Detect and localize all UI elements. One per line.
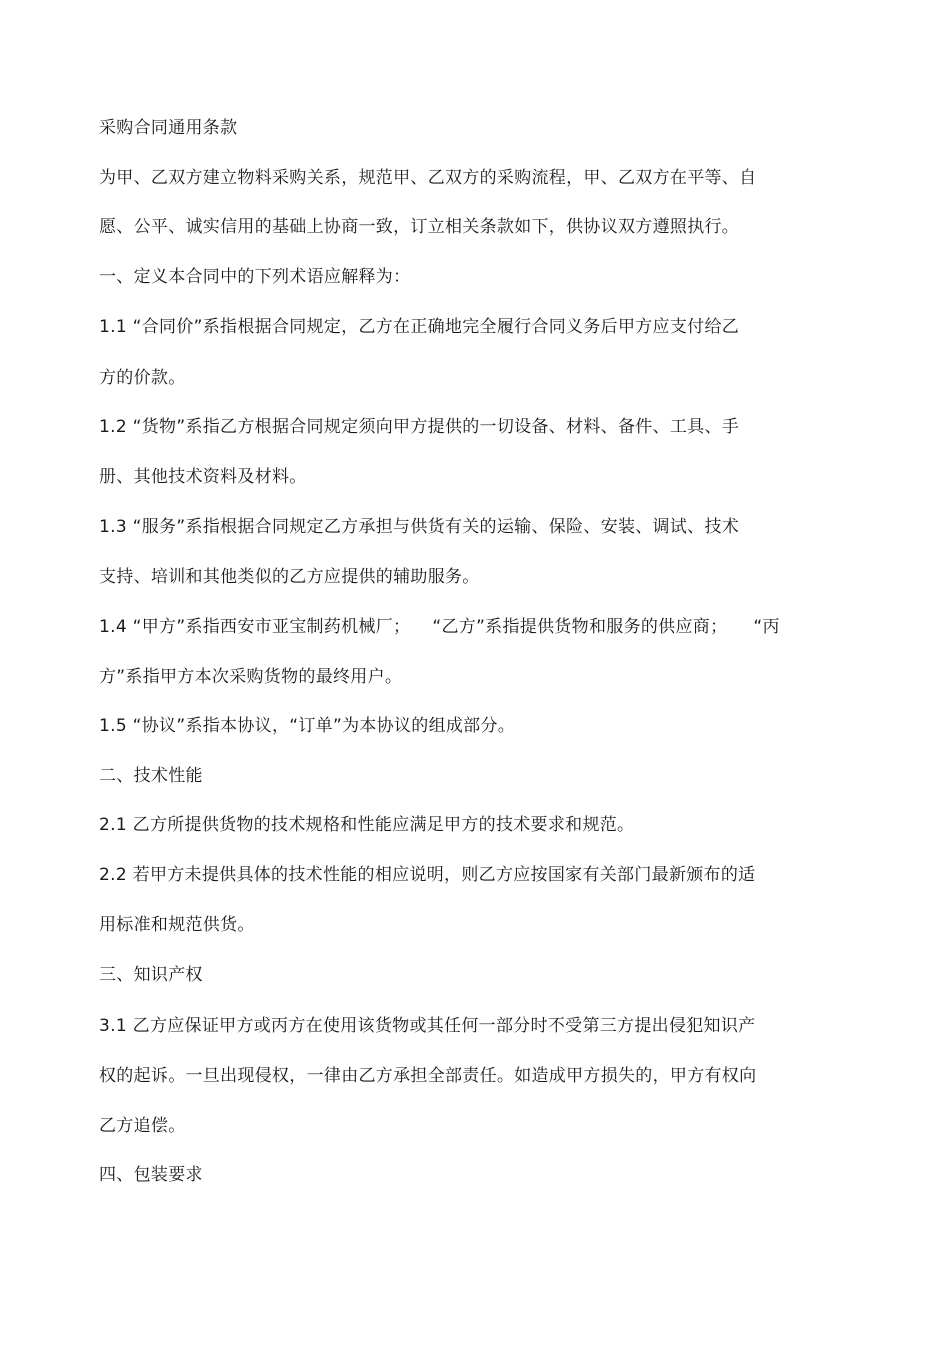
clause-1-2-line-1: 1.2 “货物”系指乙方根据合同规定须向甲方提供的一切设备、材料、备件、工具、手: [99, 417, 740, 437]
intro-paragraph-line-2: 愿、公平、诚实信用的基础上协商一致，订立相关条款如下，供协议双方遵照执行。: [99, 217, 740, 237]
clause-1-3-line-2: 支持、培训和其他类似的乙方应提供的辅助服务。: [99, 567, 480, 587]
clause-1-4-party-b: “乙方”系指提供货物和服务的供应商；: [432, 617, 728, 637]
clause-1-4-line-1: [99, 615, 780, 639]
intro-paragraph-line-1: 为甲、乙双方建立物料采购关系，规范甲、乙双方的采购流程，甲、乙双方在平等、自: [99, 168, 757, 188]
clause-1-5: 1.5 “协议”系指本协议，“订单”为本协议的组成部分。: [99, 716, 516, 736]
clause-2-2-line-1: 2.2 若甲方未提供具体的技术性能的相应说明，则乙方应按国家有关部门最新颁布的适: [99, 865, 756, 885]
clause-1-1-line-2: 方的价款。: [99, 368, 186, 388]
clause-1-4-line-2: 方”系指甲方本次采购货物的最终用户。: [99, 667, 403, 687]
clause-1-2-line-2: 册、其他技术资料及材料。: [99, 467, 307, 487]
section-3-heading: 三、知识产权: [99, 965, 203, 985]
document-title: 采购合同通用条款: [99, 118, 238, 138]
clause-1-4-party-a: 1.4 “甲方”系指西安市亚宝制药机械厂；: [99, 617, 411, 637]
section-2-heading: 二、技术性能: [99, 766, 203, 786]
clause-1-3-line-1: 1.3 “服务”系指根据合同规定乙方承担与供货有关的运输、保险、安装、调试、技术: [99, 517, 740, 537]
section-4-heading: 四、包装要求: [99, 1165, 203, 1185]
clause-3-1-line-1: 3.1 乙方应保证甲方或丙方在使用该货物或其任何一部分时不受第三方提出侵犯知识产: [99, 1016, 756, 1036]
clause-1-1-line-1: 1.1 “合同价”系指根据合同规定，乙方在正确地完全履行合同义务后甲方应支付给乙: [99, 317, 740, 337]
clause-3-1-line-3: 乙方追偿。: [99, 1116, 186, 1136]
clause-2-2-line-2: 用标准和规范供货。: [99, 915, 255, 935]
section-1-heading: 一、定义本合同中的下列术语应解释为：: [99, 267, 411, 287]
clause-2-1: 2.1 乙方所提供货物的技术规格和性能应满足甲方的技术要求和规范。: [99, 815, 635, 835]
clause-1-4-party-c-start: “丙: [753, 617, 780, 637]
clause-3-1-line-2: 权的起诉。一旦出现侵权，一律由乙方承担全部责任。如造成甲方损失的，甲方有权向: [99, 1066, 757, 1086]
